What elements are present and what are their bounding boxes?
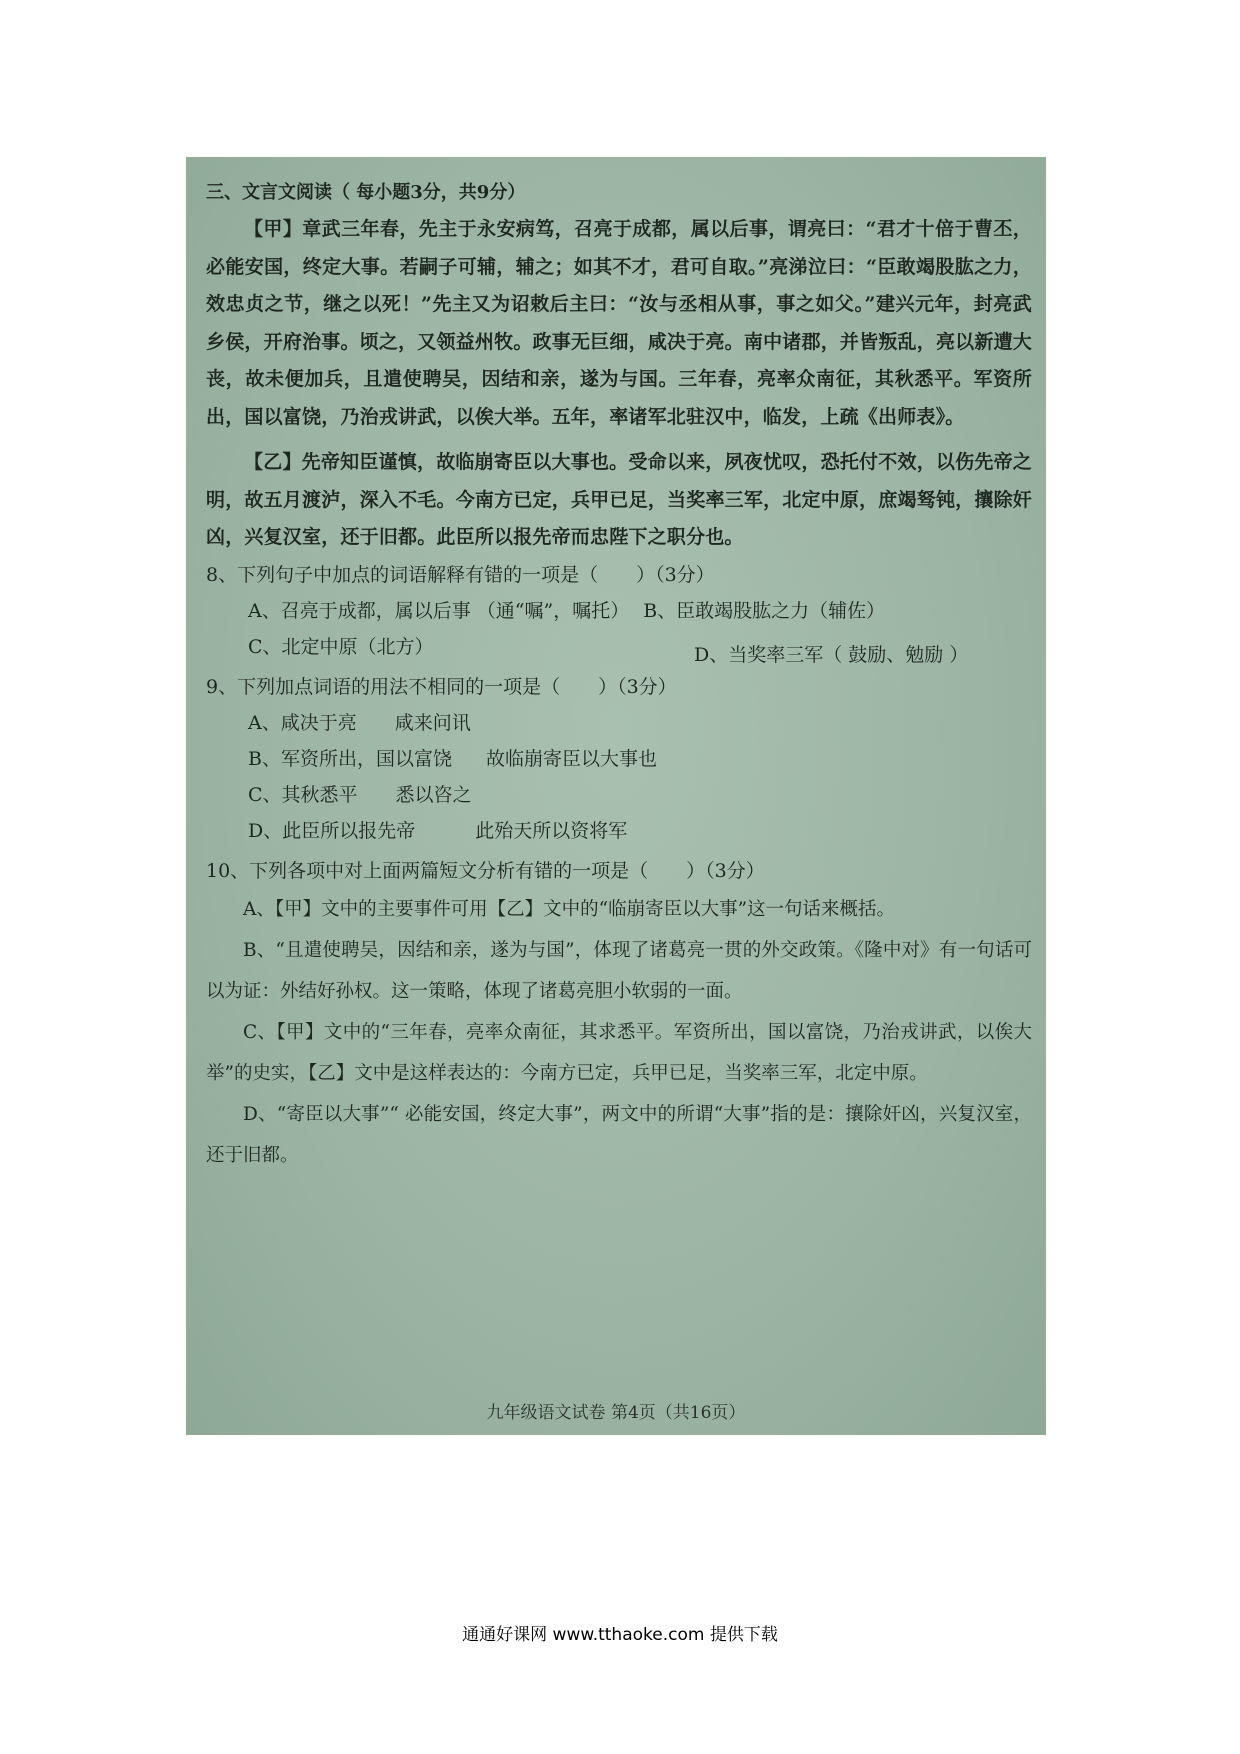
q8-option-b: B、臣敢竭股肱之力（辅佐） [643, 599, 886, 622]
q9-option-d-left: D、此臣所以报先帝 [248, 819, 416, 842]
q9-option-a-right: 咸来问讯 [394, 711, 471, 734]
q9-option-a-left: A、咸决于亮 [248, 711, 357, 734]
passage-jia: 【甲】章武三年春，先主于永安病笃，召亮于成都，属以后事，谓亮曰：“君才十倍于曹丕，必能安国，终定大事。若嗣子可辅，辅之；如其不才，君可自取。”亮涕泣曰：“臣敢竭股肱之力，效忠贞之节，继之以死！”先主又为诏敕后主曰：“汝与丞相从事，事之如父。”建兴元年，封亮武乡侯，开府治事。顷之，又领益州牧。政事无巨细，咸决于亮。南中诸郡，并皆叛乱，亮以新遭大丧，故未便加兵，且遣使聘吴，因结和亲，遂为与国。三年春，亮率众南征，其秋悉平。军资所出，国以富饶，乃治戎讲武，以俟大举。五年，率诸军北驻汉中，临发，上疏《出师表》。 [206, 218, 1032, 428]
question-10-stem: 10、下列各项中对上面两篇短文分析有错的一项是（ ）（3分） [206, 859, 765, 882]
q9-option-c [206, 777, 1032, 813]
q10-option-d: D、“寄臣以大事”“ 必能安国，终定大事”，两文中的所谓“大事”指的是：攘除奸凶，兴复汉室，还于旧都。 [206, 1103, 1032, 1166]
q9-option-b [206, 741, 1032, 777]
q9-option-b-right: 故临崩寄臣以大事也 [485, 747, 657, 770]
q10-option-b: B、“且遣使聘吴，因结和亲，遂为与国”，体现了诸葛亮一贯的外交政策。《隆中对》有一句话可以为证：外结好孙权。这一策略，体现了诸葛亮胆小软弱的一面。 [206, 939, 1032, 1002]
q8-option-c: C、北定中原（北方） [248, 635, 434, 658]
page-footer: 九年级语文试卷 第4页（共16页） [486, 1403, 746, 1423]
q9-option-d-right: 此殆天所以资将军 [475, 819, 628, 842]
question-8-options-ab [206, 593, 1032, 629]
question-8-options-cd [206, 629, 1032, 665]
site-credit: 通通好课网 www.tthaoke.com 提供下载 [462, 1625, 778, 1645]
q9-option-b-left: B、军资所出，国以富饶 [248, 747, 452, 770]
passage-yi: 【乙】先帝知臣谨慎，故临崩寄臣以大事也。受命以来，夙夜忧叹，恐托付不效，以伤先帝之明，故五月渡泸，深入不毛。今南方已定，兵甲已足，当奖率三军，北定中原，庶竭驽钝，攘除奸凶，兴复汉室，还于旧都。此臣所以报先帝而忠陛下之职分也。 [206, 451, 1032, 548]
q8-option-d: D、当奖率三军（ 鼓励、勉励 ） [694, 643, 969, 666]
exam-page-photo [186, 157, 1046, 1435]
q10-option-a: A、【甲】文中的主要事件可用【乙】文中的“临崩寄臣以大事”这一句话来概括。 [243, 898, 896, 920]
q10-option-c: C、【甲】文中的“三年春，亮率众南征，其求悉平。军资所出，国以富饶，乃治戎讲武，以俟大举”的史实，【乙】文中是这样表达的：今南方已定，兵甲已足，当奖率三军，北定中原。 [206, 1021, 1032, 1084]
question-8-stem: 8、下列句子中加点的词语解释有错的一项是（ ）（3分） [206, 563, 715, 586]
q8-option-a: A、召亮于成都，属以后事 （通“嘱”，嘱托） [248, 599, 630, 622]
q9-option-a [206, 705, 1032, 741]
q9-option-c-left: C、其秋悉平 [248, 783, 358, 806]
q9-option-c-right: 悉以咨之 [395, 783, 472, 806]
section-title: 三、文言文阅读（ 每小题3分，共9分） [206, 182, 526, 203]
question-9-stem: 9、下列加点词语的用法不相同的一项是（ ）（3分） [206, 675, 677, 698]
q9-option-d [206, 813, 1032, 849]
